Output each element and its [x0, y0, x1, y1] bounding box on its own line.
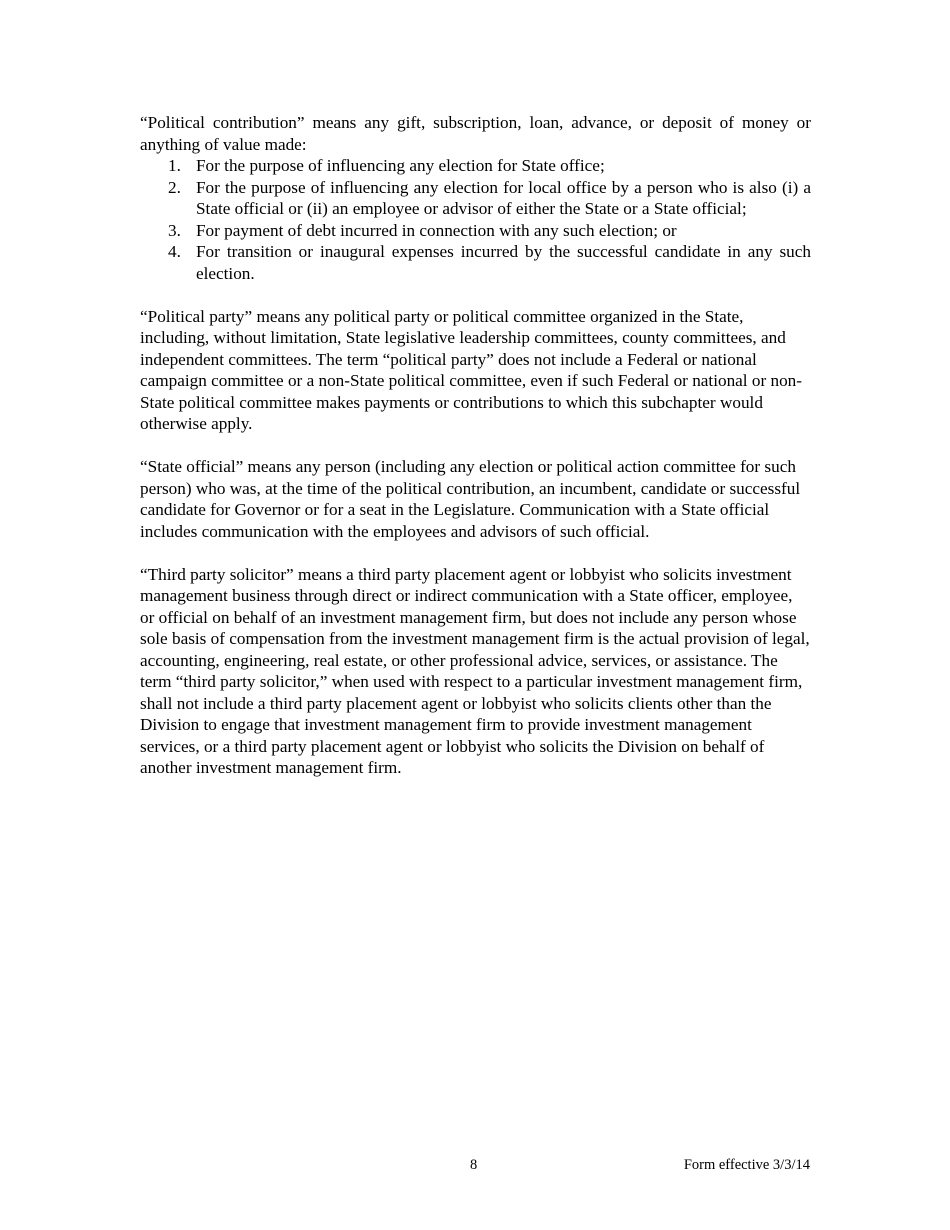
list-item-text: For the purpose of influencing any election for State office;: [196, 156, 605, 175]
list-item-number: 2.: [168, 177, 181, 197]
list-item-number: 4.: [168, 242, 181, 261]
list-item: [140, 220, 811, 242]
form-effective-date: Form effective 3/3/14: [683, 1157, 810, 1173]
page-number: 8: [470, 1157, 478, 1173]
political-party-definition: “Political party” means any political party or political committee organized in the State, including, without limitation, State legislative leadership committees, county committees, and independent committees. The term “political party” does not include a Federal or national campaign committee or a non-State political committee, even if such Federal or national or non-State political committee makes payments or contributions to which this subchapter would otherwise apply.: [140, 306, 802, 433]
page-content: [140, 112, 811, 800]
list-item-number: 1.: [168, 156, 181, 175]
list-item-text: For the purpose of influencing any election for local office by a person who is also (i) a State official or (ii) an employee or advisor of either the State or a State official;: [196, 177, 811, 218]
list-item-number: 3.: [168, 220, 181, 240]
political-contribution-intro: “Political contribution” means any gift, subscription, loan, advance, or deposit of money or anything of value made:: [140, 113, 811, 154]
list-item-text: For payment of debt incurred in connection with any such election; or: [196, 220, 677, 240]
list-item-text: For transition or inaugural expenses incurred by the successful candidate in any such election.: [196, 242, 811, 283]
list-item: [140, 241, 811, 284]
third-party-solicitor-definition: “Third party solicitor” means a third party placement agent or lobbyist who solicits investment management business through direct or indirect communication with a State officer, employee, or official on behalf of an investment management firm, but does not include any person whose sole basis of compensation from the investment management firm is the actual provision of legal, accounting, engineering, real estate, or other professional advice, services, or assistance. The term “third party solicitor,” when used with respect to a particular investment management firm, shall not include a third party placement agent or lobbyist who solicits clients other than the Division to engage that investment management firm to provide investment management services, or a third party placement agent or lobbyist who solicits the Division on behalf of another investment management firm.: [140, 564, 810, 777]
state-official-definition: “State official” means any person (including any election or political action committee for such person) who was, at the time of the political contribution, an incumbent, candidate or successful candidate for Governor or for a seat in the Legislature. Communication with a State official includes communication with the employees and advisors of such official.: [140, 457, 801, 541]
political-contribution-list: [140, 155, 811, 284]
list-item: [140, 155, 811, 177]
list-item: [140, 177, 811, 220]
